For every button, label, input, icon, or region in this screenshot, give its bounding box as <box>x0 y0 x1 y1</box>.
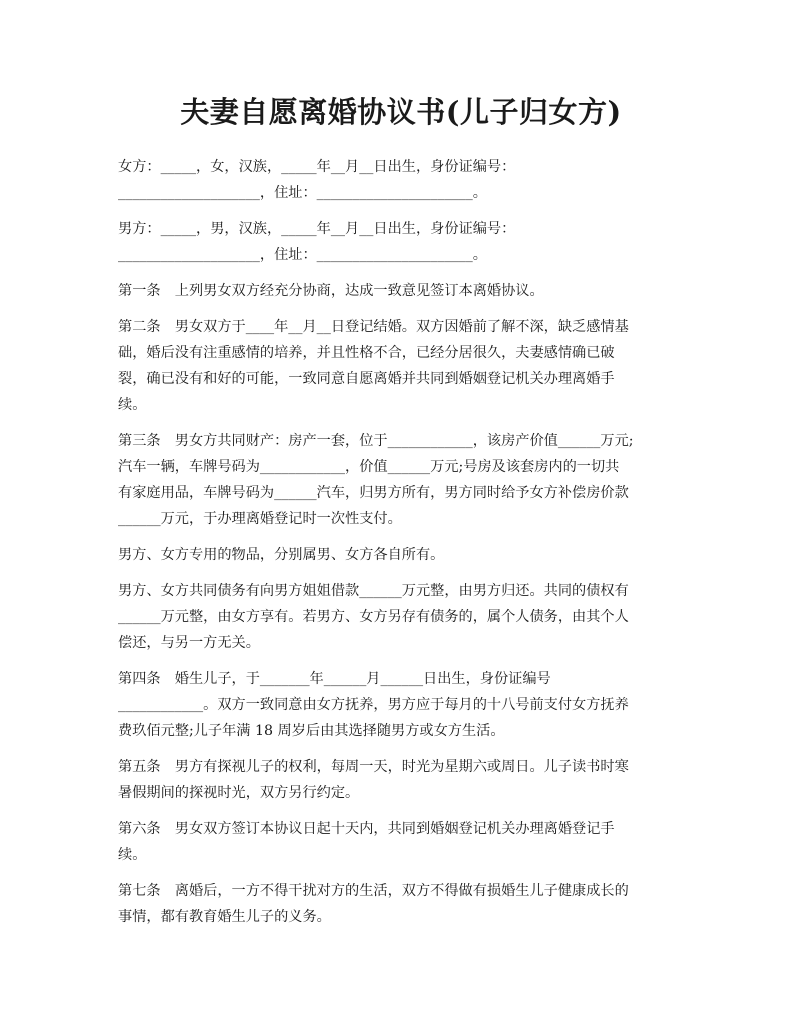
paragraph-article-1 <box>118 278 684 304</box>
paragraph-line: 汽车一辆，车牌号码为____________，价值______万元;号房及该套房内的一切共 <box>118 459 620 475</box>
paragraph-line: 事情，都有教育婚生儿子的义务。 <box>118 909 331 925</box>
paragraph-line: 续。 <box>118 847 147 863</box>
paragraph-line: 裂，确已没有和好的可能，一致同意自愿离婚并共同到婚姻登记机关办理离婚手 <box>118 371 615 387</box>
document-body <box>118 154 684 930</box>
paragraph-article-4 <box>118 666 684 744</box>
paragraph-party-male <box>118 216 684 268</box>
paragraph-line: 第四条 婚生儿子，于_______年______月______日出生，身份证编号 <box>118 671 551 687</box>
paragraph-line: 第二条 男女双方于____年__月__日登记结婚。双方因婚前了解不深，缺乏感情基 <box>118 319 629 335</box>
paragraph-article-7 <box>118 878 684 930</box>
paragraph-line: ______万元整，由女方享有。若男方、女方另存有债务的，属个人债务，由其个人 <box>118 609 629 625</box>
document-page <box>118 92 684 940</box>
paragraph-line: 费玖佰元整;儿子年满 18 周岁后由其选择随男方或女方生活。 <box>118 723 505 739</box>
paragraph-line: ____________________，住址：______________________。 <box>118 185 487 201</box>
document-title: 夫妻自愿离婚协议书(儿子归女方) <box>180 95 622 129</box>
paragraph-line: 有家庭用品，车牌号码为______汽车，归男方所有，男方同时给予女方补偿房价款 <box>118 485 629 501</box>
paragraph-debts <box>118 578 684 656</box>
paragraph-line: 第七条 离婚后，一方不得干扰对方的生活，双方不得做有损婚生儿子健康成长的 <box>118 883 629 899</box>
paragraph-line: 男方、女方共同债务有向男方姐姐借款______万元整，由男方归还。共同的债权有 <box>118 583 629 599</box>
paragraph-article-5 <box>118 754 684 806</box>
paragraph-line: 男方、女方专用的物品，分别属男、女方各自所有。 <box>118 547 445 563</box>
paragraph-article-3 <box>118 428 684 532</box>
paragraph-line: 偿还，与另一方无关。 <box>118 635 260 651</box>
paragraph-line: 暑假期间的探视时光，双方另行约定。 <box>118 785 360 801</box>
paragraph-party-female <box>118 154 684 206</box>
paragraph-line: 第一条 上列男女双方经充分协商，达成一致意见签订本离婚协议。 <box>118 283 544 299</box>
paragraph-line: ____________。双方一致同意由女方抚养，男方应于每月的十八号前支付女方抚养 <box>118 697 629 713</box>
paragraph-line: 第六条 男女双方签订本协议日起十天内，共同到婚姻登记机关办理离婚登记手 <box>118 821 615 837</box>
paragraph-line: 第三条 男女方共同财产：房产一套，位于____________，该房产价值______万元; <box>118 433 634 449</box>
paragraph-personal-items <box>118 542 684 568</box>
paragraph-line: ______万元，于办理离婚登记时一次性支付。 <box>118 511 402 527</box>
paragraph-line: 第五条 男方有探视儿子的权利，每周一天，时光为星期六或周日。儿子读书时寒 <box>118 759 629 775</box>
paragraph-line: ____________________，住址：______________________。 <box>118 247 487 263</box>
paragraph-line: 础，婚后没有注重感情的培养，并且性格不合，已经分居很久，夫妻感情确已破 <box>118 345 615 361</box>
paragraph-line: 男方：_____，男，汉族，_____年__月__日出生，身份证编号： <box>118 221 516 237</box>
paragraph-line: 续。 <box>118 397 147 413</box>
paragraph-article-6 <box>118 816 684 868</box>
paragraph-article-2 <box>118 314 684 418</box>
paragraph-line: 女方：_____，女，汉族，_____年__月__日出生，身份证编号： <box>118 159 516 175</box>
